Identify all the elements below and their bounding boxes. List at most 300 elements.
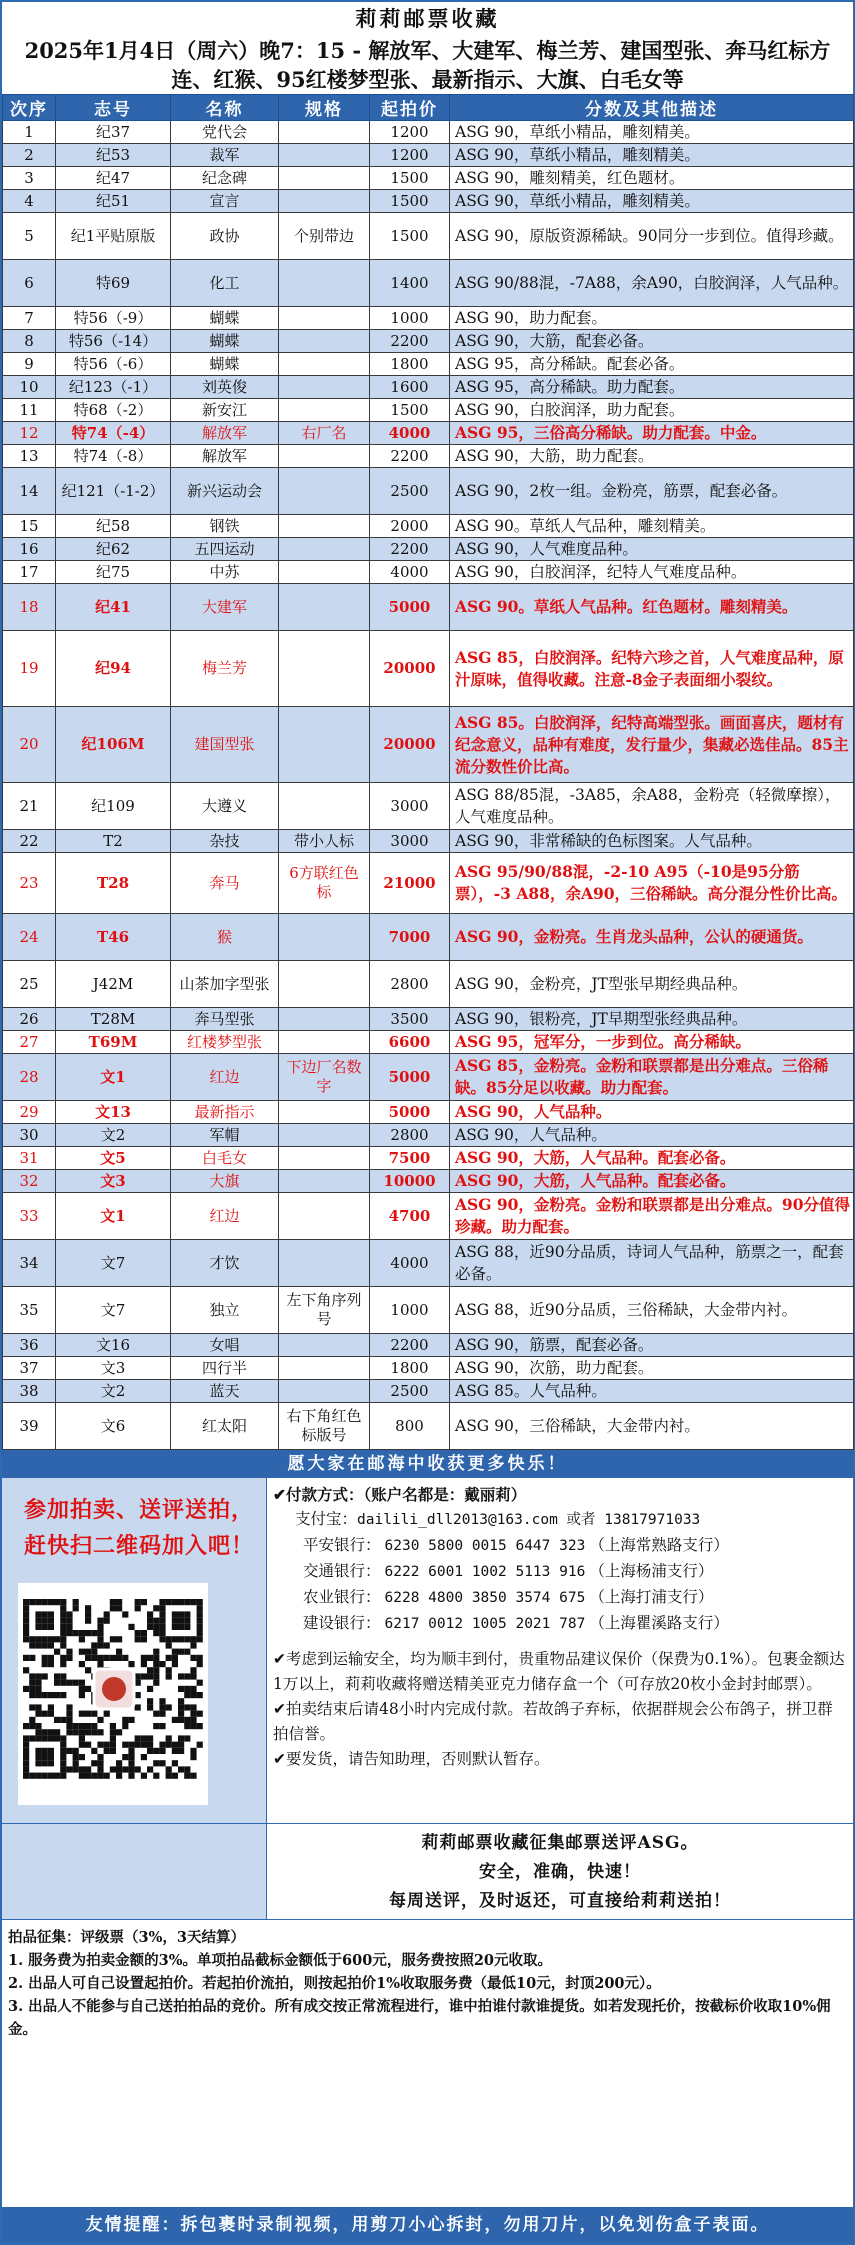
stamp-spec: [279, 1334, 370, 1357]
lot-description: ASG 90/88混，-7A88，余A90，白胶润泽，人气品种。: [450, 260, 854, 307]
stamp-code: 文1: [56, 1193, 171, 1240]
lot-number: 17: [3, 561, 56, 584]
stamp-name: 新兴运动会: [171, 468, 279, 515]
lot-description: ASG 90，大筋，人气品种。配套必备。: [450, 1147, 854, 1170]
start-price: 20000: [370, 631, 450, 707]
stamp-spec: [279, 561, 370, 584]
stamp-code: 纪106M: [56, 707, 171, 783]
page-title: 莉莉邮票收藏: [355, 6, 500, 31]
lot-description: ASG 95，高分稀缺。助力配套。: [450, 376, 854, 399]
lot-description: ASG 85，金粉亮。金粉和联票都是出分难点。三俗稀缺。85分足以收藏。助力配套。: [450, 1054, 854, 1101]
start-price: 2800: [370, 1124, 450, 1147]
stamp-name: 五四运动: [171, 538, 279, 561]
lot-number: 7: [3, 307, 56, 330]
table-row: [3, 538, 854, 561]
col-header-sn: 志号: [56, 95, 171, 121]
lot-number: 2: [3, 144, 56, 167]
stamp-code: T28M: [56, 1008, 171, 1031]
lot-description: ASG 88/85混，-3A85，余A88，金粉亮（轻微摩擦），人气难度品种。: [450, 783, 854, 830]
payment-heading: ✔付款方式：（账户名都是：戴丽莉）: [273, 1485, 527, 1504]
stamp-spec: [279, 707, 370, 783]
start-price: 1500: [370, 167, 450, 190]
stamp-name: 宣言: [171, 190, 279, 213]
stamp-code: 纪75: [56, 561, 171, 584]
stamp-name: 解放军: [171, 422, 279, 445]
stamp-code: 特69: [56, 260, 171, 307]
table-row: [3, 515, 854, 538]
stamp-name: 红楼梦型张: [171, 1031, 279, 1054]
stamp-spec: [279, 783, 370, 830]
table-row: [3, 213, 854, 260]
lot-number: 9: [3, 353, 56, 376]
stamp-code: 纪62: [56, 538, 171, 561]
lot-description: ASG 90，次筋，助力配套。: [450, 1357, 854, 1380]
table-row: [3, 631, 854, 707]
qr-code-icon[interactable]: [18, 1583, 208, 1805]
lot-description: ASG 88，近90分品质，诗词人气品种，筋票之一，配套必备。: [450, 1240, 854, 1287]
lot-description: ASG 95，高分稀缺。配套必备。: [450, 353, 854, 376]
lot-number: 15: [3, 515, 56, 538]
start-price: 1800: [370, 353, 450, 376]
collect-line-3: 每周送评，及时返还，可直接给莉莉送拍！: [389, 1891, 731, 1911]
start-price: 21000: [370, 853, 450, 914]
lot-description: ASG 90，三俗稀缺，大金带内衬。: [450, 1403, 854, 1450]
lot-number: 31: [3, 1147, 56, 1170]
lot-number: 1: [3, 121, 56, 144]
table-row: [3, 707, 854, 783]
stamp-code: 文6: [56, 1403, 171, 1450]
stamp-name: 四行半: [171, 1357, 279, 1380]
stamp-spec: [279, 144, 370, 167]
stamp-spec: [279, 1147, 370, 1170]
table-row: [3, 167, 854, 190]
stamp-spec: [279, 330, 370, 353]
stamp-code: 特68（-2）: [56, 399, 171, 422]
table-row: [3, 830, 854, 853]
stamp-spec: [279, 1124, 370, 1147]
stamp-code: 纪47: [56, 167, 171, 190]
stamp-spec: 带小人标: [279, 830, 370, 853]
lot-description: ASG 90，人气品种。: [450, 1124, 854, 1147]
lot-number: 28: [3, 1054, 56, 1101]
stamp-spec: [279, 121, 370, 144]
stamp-name: 红太阳: [171, 1403, 279, 1450]
start-price: 1500: [370, 399, 450, 422]
bank-row: [273, 1559, 847, 1585]
lot-number: 38: [3, 1380, 56, 1403]
stamp-name: 解放军: [171, 445, 279, 468]
stamp-spec: [279, 1101, 370, 1124]
start-price: 1200: [370, 121, 450, 144]
start-price: 3000: [370, 783, 450, 830]
stamp-spec: 下边厂名数字: [279, 1054, 370, 1101]
lot-number: 19: [3, 631, 56, 707]
promo-line-1: 参加拍卖、送评送拍，: [24, 1497, 255, 1523]
stamp-code: 纪109: [56, 783, 171, 830]
lot-description: ASG 85，白胶润泽。纪特六珍之首，人气难度品种，原汁原味，值得收藏。注意-8金子表面细小裂纹。: [450, 631, 854, 707]
stamp-spec: 6方联红色标: [279, 853, 370, 914]
note-shipping: ✔考虑到运输安全，均为顺丰到付，贵重物品建议保价（保费为0.1%）。包裹金额达1万以上，莉莉收藏将赠送精美亚克力储存盒一个（可存放20枚小金封封邮票）。: [273, 1650, 845, 1693]
stamp-code: 文7: [56, 1240, 171, 1287]
table-row: [3, 1380, 854, 1403]
stamp-spec: [279, 961, 370, 1008]
table-row: [3, 399, 854, 422]
table-row: [3, 561, 854, 584]
stamp-name: 中苏: [171, 561, 279, 584]
auction-subtitle: 2025年1月4日（周六）晚7：15 - 解放军、大建军、梅兰芳、建国型张、奔马红标方连、红猴、95红楼梦型张、最新指示、大旗、白毛女等: [24, 38, 831, 92]
table-row: [3, 1147, 854, 1170]
lot-description: ASG 90，筋票，配套必备。: [450, 1334, 854, 1357]
table-row: [3, 961, 854, 1008]
bank-list: [273, 1533, 847, 1637]
lot-description: ASG 85。人气品种。: [450, 1380, 854, 1403]
stamp-name: 蝴蝶: [171, 330, 279, 353]
start-price: 1400: [370, 260, 450, 307]
stamp-code: 文2: [56, 1380, 171, 1403]
table-row: [3, 783, 854, 830]
col-header-spec: 规格: [279, 95, 370, 121]
stamp-spec: 右厂名: [279, 422, 370, 445]
stamp-name: 大建军: [171, 584, 279, 631]
stamp-name: 山茶加字型张: [171, 961, 279, 1008]
lot-description: ASG 90，非常稀缺的色标图案。人气品种。: [450, 830, 854, 853]
lot-number: 21: [3, 783, 56, 830]
stamp-name: 裁军: [171, 144, 279, 167]
start-price: 1500: [370, 213, 450, 260]
stamp-code: 文3: [56, 1357, 171, 1380]
start-price: 5000: [370, 1101, 450, 1124]
stamp-code: 特56（-6）: [56, 353, 171, 376]
collect-section: [2, 1824, 853, 1920]
lot-number: 27: [3, 1031, 56, 1054]
stamp-code: 纪1平贴原版: [56, 213, 171, 260]
stamp-name: 才饮: [171, 1240, 279, 1287]
stamp-spec: 左下角序列号: [279, 1287, 370, 1334]
lot-description: ASG 90，大筋，配套必备。: [450, 330, 854, 353]
table-row: [3, 468, 854, 515]
start-price: 5000: [370, 584, 450, 631]
stamp-name: 刘英俊: [171, 376, 279, 399]
start-price: 800: [370, 1403, 450, 1450]
lot-table: [2, 94, 854, 1450]
table-row: [3, 1357, 854, 1380]
lot-number: 4: [3, 190, 56, 213]
stamp-name: 政协: [171, 213, 279, 260]
stamp-spec: [279, 631, 370, 707]
stamp-name: 党代会: [171, 121, 279, 144]
start-price: 1500: [370, 190, 450, 213]
stamp-code: 纪53: [56, 144, 171, 167]
stamp-code: 特56（-9）: [56, 307, 171, 330]
start-price: 1200: [370, 144, 450, 167]
lot-description: ASG 95，冠军分，一步到位。高分稀缺。: [450, 1031, 854, 1054]
stamp-code: T69M: [56, 1031, 171, 1054]
stamp-name: 杂技: [171, 830, 279, 853]
note-payment: ✔拍卖结束后请48小时内完成付款。若故鸽子弃标，依据群规会公布鸽子，拼卫群拍信誉。: [273, 1700, 833, 1743]
table-row: [3, 1054, 854, 1101]
stamp-name: 蓝天: [171, 1380, 279, 1403]
alipay-row: [273, 1507, 847, 1533]
wish-banner: 愿大家在邮海中收获更多快乐！: [2, 1450, 853, 1478]
lot-number: 18: [3, 584, 56, 631]
table-row: [3, 260, 854, 307]
stamp-spec: [279, 353, 370, 376]
collect-left-panel: [2, 1824, 267, 1919]
col-header-no: 次序: [3, 95, 56, 121]
lot-description: ASG 90，金粉亮。金粉和联票都是出分难点。90分值得珍藏。助力配套。: [450, 1193, 854, 1240]
bank-branch: （上海瞿溪路支行）: [589, 1614, 729, 1632]
lot-description: ASG 90，草纸小精品，雕刻精美。: [450, 190, 854, 213]
lot-number: 5: [3, 213, 56, 260]
stamp-spec: [279, 167, 370, 190]
bank-branch: （上海打浦支行）: [589, 1588, 714, 1606]
table-row: [3, 422, 854, 445]
stamp-code: T46: [56, 914, 171, 961]
stamp-code: 纪94: [56, 631, 171, 707]
lot-number: 12: [3, 422, 56, 445]
payment-section: [2, 1478, 853, 1824]
lot-number: 22: [3, 830, 56, 853]
stamp-name: 红边: [171, 1193, 279, 1240]
stamp-name: 猴: [171, 914, 279, 961]
stamp-spec: [279, 1008, 370, 1031]
start-price: 2000: [370, 515, 450, 538]
stamp-spec: [279, 260, 370, 307]
table-row: [3, 307, 854, 330]
lot-number: 14: [3, 468, 56, 515]
collect-text: [267, 1824, 853, 1919]
lot-description: ASG 90，草纸小精品，雕刻精美。: [450, 144, 854, 167]
header: [2, 2, 853, 94]
start-price: 2500: [370, 468, 450, 515]
table-row: [3, 1008, 854, 1031]
stamp-spec: [279, 584, 370, 631]
stamp-name: 奔马型张: [171, 1008, 279, 1031]
stamp-name: 蝴蝶: [171, 353, 279, 376]
col-header-name: 名称: [171, 95, 279, 121]
note-delivery: ✔要发货，请告知助理，否则默认暂存。: [273, 1750, 550, 1768]
stamp-name: 新安江: [171, 399, 279, 422]
table-row: [3, 1031, 854, 1054]
stamp-name: 钢铁: [171, 515, 279, 538]
promo-text: [2, 1478, 266, 1564]
lot-number: 8: [3, 330, 56, 353]
table-row: [3, 853, 854, 914]
lot-number: 36: [3, 1334, 56, 1357]
stamp-name: 白毛女: [171, 1147, 279, 1170]
lot-number: 33: [3, 1193, 56, 1240]
stamp-name: 红边: [171, 1054, 279, 1101]
lot-description: ASG 90，草纸小精品，雕刻精美。: [450, 121, 854, 144]
stamp-name: 女唱: [171, 1334, 279, 1357]
start-price: 1800: [370, 1357, 450, 1380]
stamp-spec: [279, 1380, 370, 1403]
start-price: 1600: [370, 376, 450, 399]
start-price: 1000: [370, 1287, 450, 1334]
lot-description: ASG 90，助力配套。: [450, 307, 854, 330]
friendly-tip: 友情提醒：拆包裹时录制视频，用剪刀小心拆封，勿用刀片，以免划伤盒子表面。: [2, 2207, 853, 2243]
table-row: [3, 1334, 854, 1357]
lot-number: 39: [3, 1403, 56, 1450]
rule-item: 2. 出品人可自己设置起拍价。若起拍价流拍，则按起拍价1%收取服务费（最低10元，封顶200元）。: [8, 1975, 661, 1992]
table-row: [3, 1193, 854, 1240]
stamp-name: 奔马: [171, 853, 279, 914]
lot-description: ASG 90，大筋，人气品种。配套必备。: [450, 1170, 854, 1193]
stamp-code: 特74（-8）: [56, 445, 171, 468]
stamp-spec: [279, 468, 370, 515]
start-price: 2200: [370, 1334, 450, 1357]
stamp-code: 纪121（-1-2）: [56, 468, 171, 515]
stamp-code: 文2: [56, 1124, 171, 1147]
start-price: 10000: [370, 1170, 450, 1193]
stamp-name: 军帽: [171, 1124, 279, 1147]
lot-number: 30: [3, 1124, 56, 1147]
stamp-spec: [279, 914, 370, 961]
table-row: [3, 445, 854, 468]
stamp-code: 纪37: [56, 121, 171, 144]
table-row: [3, 1101, 854, 1124]
stamp-code: T28: [56, 853, 171, 914]
start-price: 1000: [370, 307, 450, 330]
stamp-code: 特56（-14）: [56, 330, 171, 353]
lot-description: ASG 90，人气品种。: [450, 1101, 854, 1124]
stamp-code: 文7: [56, 1287, 171, 1334]
table-row: [3, 121, 854, 144]
lot-number: 37: [3, 1357, 56, 1380]
stamp-name: 梅兰芳: [171, 631, 279, 707]
bank-row: [273, 1533, 847, 1559]
start-price: 7500: [370, 1147, 450, 1170]
col-header-desc: 分数及其他描述: [450, 95, 854, 121]
table-row: [3, 353, 854, 376]
start-price: 7000: [370, 914, 450, 961]
stamp-spec: [279, 307, 370, 330]
stamp-name: 纪念碑: [171, 167, 279, 190]
lot-number: 3: [3, 167, 56, 190]
stamp-name: 大旗: [171, 1170, 279, 1193]
start-price: 20000: [370, 707, 450, 783]
table-row: [3, 1240, 854, 1287]
bank-row: [273, 1585, 847, 1611]
stamp-spec: [279, 515, 370, 538]
lot-description: ASG 90，2枚一组。金粉亮，筋票，配套必备。: [450, 468, 854, 515]
bank-account: 6222 6001 1002 5113 916: [384, 1564, 586, 1580]
lot-description: ASG 95/90/88混，-2-10 A95（-10是95分筋票），-3 A88，余A90，三俗稀缺。高分混分性价比高。: [450, 853, 854, 914]
start-price: 4700: [370, 1193, 450, 1240]
collect-line-2: 安全，准确，快速！: [479, 1862, 641, 1882]
start-price: 4000: [370, 561, 450, 584]
stamp-spec: [279, 1170, 370, 1193]
table-row: [3, 1124, 854, 1147]
lot-number: 34: [3, 1240, 56, 1287]
col-header-price: 起拍价: [370, 95, 450, 121]
lot-description: ASG 85。白胶润泽，纪特高端型张。画面喜庆，题材有纪念意义，品种有难度，发行量少，集藏必选佳品。85主流分数性价比高。: [450, 707, 854, 783]
lot-description: ASG 90，金粉亮，JT型张早期经典品种。: [450, 961, 854, 1008]
lot-description: ASG 88，近90分品质，三俗稀缺，大金带内衬。: [450, 1287, 854, 1334]
lot-description: ASG 90。草纸人气品种。红色题材。雕刻精美。: [450, 584, 854, 631]
stamp-code: 文16: [56, 1334, 171, 1357]
stamp-name: 化工: [171, 260, 279, 307]
stamp-spec: [279, 399, 370, 422]
stamp-code: 文13: [56, 1101, 171, 1124]
start-price: 2200: [370, 445, 450, 468]
stamp-spec: [279, 190, 370, 213]
stamp-code: 纪58: [56, 515, 171, 538]
start-price: 4000: [370, 422, 450, 445]
rules-section: [2, 1920, 853, 2058]
lot-description: ASG 90，人气难度品种。: [450, 538, 854, 561]
bank-branch: （上海常熟路支行）: [589, 1536, 729, 1554]
lot-description: ASG 90。草纸人气品种，雕刻精美。: [450, 515, 854, 538]
table-row: [3, 584, 854, 631]
stamp-code: 文3: [56, 1170, 171, 1193]
lot-description: ASG 90，白胶润泽，助力配套。: [450, 399, 854, 422]
stamp-spec: [279, 1357, 370, 1380]
stamp-code: T2: [56, 830, 171, 853]
lot-description: ASG 90，大筋，助力配套。: [450, 445, 854, 468]
bank-branch: （上海杨浦支行）: [589, 1562, 714, 1580]
collect-line-1: 莉莉邮票收藏征集邮票送评ASG。: [421, 1833, 699, 1853]
start-price: 2500: [370, 1380, 450, 1403]
lot-number: 16: [3, 538, 56, 561]
start-price: 4000: [370, 1240, 450, 1287]
lot-number: 24: [3, 914, 56, 961]
start-price: 3000: [370, 830, 450, 853]
table-row: [3, 330, 854, 353]
stamp-name: 最新指示: [171, 1101, 279, 1124]
table-row: [3, 1287, 854, 1334]
lot-number: 25: [3, 961, 56, 1008]
lot-number: 35: [3, 1287, 56, 1334]
lot-description: ASG 90，金粉亮。生肖龙头品种，公认的硬通货。: [450, 914, 854, 961]
alipay-value: dailili_dll2013@163.com 或者 13817971033: [357, 1512, 701, 1528]
stamp-spec: [279, 376, 370, 399]
table-row: [3, 376, 854, 399]
lot-description: ASG 95，三俗高分稀缺。助力配套。中金。: [450, 422, 854, 445]
bank-name: 交通银行：: [303, 1562, 381, 1580]
start-price: 6600: [370, 1031, 450, 1054]
stamp-spec: [279, 445, 370, 468]
rule-item: 3. 出品人不能参与自己送拍拍品的竞价。所有成交按正常流程进行，谁中拍谁付款谁提货。如若发现托价，按截标价收取10%佣金。: [8, 1998, 831, 2038]
start-price: 5000: [370, 1054, 450, 1101]
table-row: [3, 1170, 854, 1193]
lot-number: 11: [3, 399, 56, 422]
lot-description: ASG 90，雕刻精美，红色题材。: [450, 167, 854, 190]
lot-number: 20: [3, 707, 56, 783]
lot-number: 13: [3, 445, 56, 468]
stamp-code: 文5: [56, 1147, 171, 1170]
stamp-name: 蝴蝶: [171, 307, 279, 330]
lot-description: ASG 90，白胶润泽，纪特人气难度品种。: [450, 561, 854, 584]
stamp-code: 纪51: [56, 190, 171, 213]
bank-account: 6217 0012 1005 2021 787: [384, 1616, 586, 1632]
lot-number: 32: [3, 1170, 56, 1193]
lot-number: 23: [3, 853, 56, 914]
stamp-code: 文1: [56, 1054, 171, 1101]
rules-heading: 拍品征集：评级票（3%，3天结算）: [8, 1929, 245, 1946]
stamp-spec: [279, 1240, 370, 1287]
lot-description: ASG 90，原版资源稀缺。90同分一步到位。值得珍藏。: [450, 213, 854, 260]
stamp-spec: [279, 538, 370, 561]
table-row: [3, 914, 854, 961]
lot-number: 10: [3, 376, 56, 399]
lot-description: ASG 90，银粉亮，JT早期型张经典品种。: [450, 1008, 854, 1031]
stamp-name: 大遵义: [171, 783, 279, 830]
stamp-spec: [279, 1193, 370, 1240]
table-row: [3, 190, 854, 213]
lot-number: 6: [3, 260, 56, 307]
bank-name: 农业银行：: [303, 1588, 381, 1606]
